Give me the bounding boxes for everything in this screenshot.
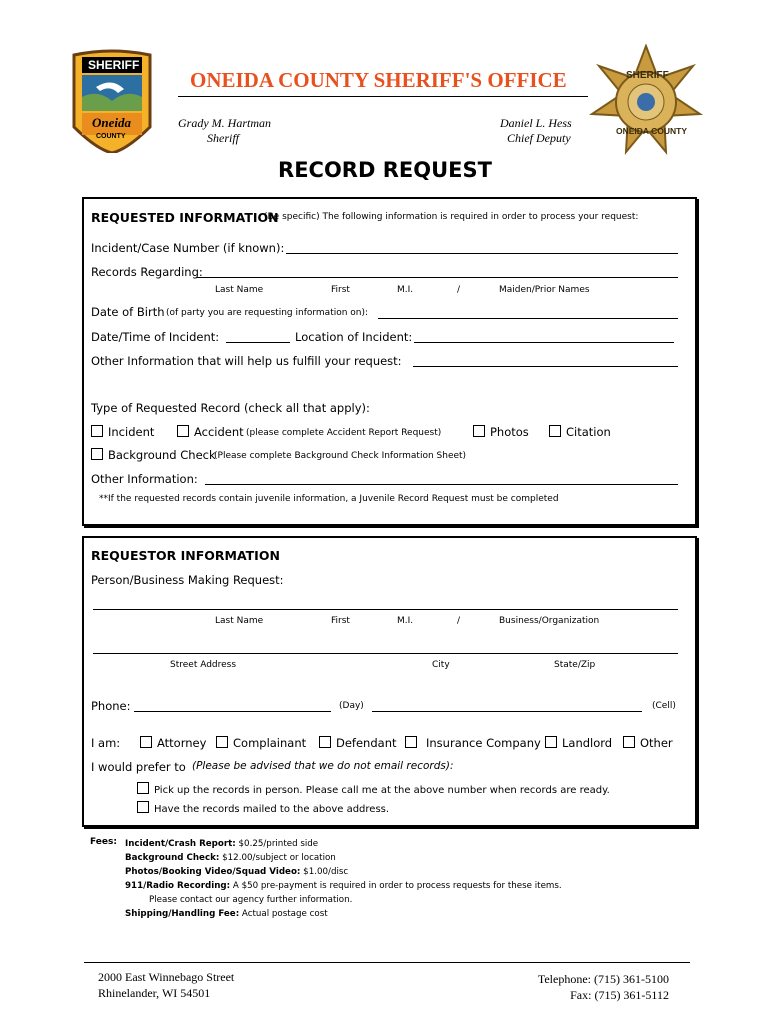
datetime-label: Date/Time of Incident: xyxy=(91,330,220,344)
location-label: Location of Incident: xyxy=(295,330,413,344)
sheriff-star-badge xyxy=(588,44,704,156)
records-regarding-field[interactable] xyxy=(197,277,678,278)
opt-photos[interactable] xyxy=(473,425,529,439)
defendant-checkbox[interactable] xyxy=(319,736,331,748)
opt-defendant[interactable] xyxy=(319,736,397,750)
req-col-first: First xyxy=(331,616,350,626)
opt-insurance-label: Insurance Company xyxy=(426,736,541,750)
incident-checkbox[interactable] xyxy=(91,425,103,437)
office-title: ONEIDA COUNTY SHERIFF'S OFFICE xyxy=(190,68,567,92)
opt-other[interactable] xyxy=(623,736,673,750)
opt-pickup-label: Pick up the records in person. Please call me at the above number when records are ready. xyxy=(154,785,610,796)
type-heading: Type of Requested Record (check all that apply): xyxy=(91,401,370,415)
footer-address-2: Rhinelander, WI 54501 xyxy=(98,986,211,1000)
sheriff-patch-logo xyxy=(68,49,156,153)
cell-phone-field[interactable] xyxy=(372,711,642,712)
dob-field[interactable] xyxy=(378,318,678,319)
req-col-mi: M.I. xyxy=(397,616,414,626)
deputy-name: Daniel L. Hess xyxy=(500,116,572,130)
col-mi: M.I. xyxy=(397,285,414,295)
opt-citation[interactable] xyxy=(549,425,611,439)
star-text-top: SHERIFF xyxy=(626,70,669,81)
prefer-note: (Please be advised that we do not email records): xyxy=(192,760,454,772)
footer-telephone: Telephone: (715) 361-5100 xyxy=(537,972,669,986)
col-last-name: Last Name xyxy=(215,285,264,295)
opt-photos-label: Photos xyxy=(490,425,529,439)
fee-value: $1.00/disc xyxy=(300,867,349,877)
opt-mailed-label: Have the records mailed to the above address. xyxy=(154,804,390,815)
pickup-checkbox[interactable] xyxy=(137,782,149,794)
header-rule xyxy=(178,96,588,97)
location-field[interactable] xyxy=(414,342,674,343)
opt-complainant[interactable] xyxy=(216,736,306,750)
req-col-state: State/Zip xyxy=(554,660,596,670)
fee-name: Shipping/Handling Fee: xyxy=(125,909,240,919)
fee-item xyxy=(125,865,562,879)
person-label: Person/Business Making Request: xyxy=(91,573,284,587)
opt-background[interactable] xyxy=(91,448,216,462)
opt-insurance[interactable] xyxy=(405,736,541,750)
footer-fax: Fax: (715) 361-5112 xyxy=(570,988,669,1002)
opt-pickup[interactable] xyxy=(137,782,610,796)
requested-heading-note: (Be specific) The following information is required in order to process your request: xyxy=(264,212,639,222)
col-first: First xyxy=(331,285,350,295)
opt-citation-label: Citation xyxy=(566,425,611,439)
req-col-last-name: Last Name xyxy=(215,616,264,626)
opt-accident[interactable] xyxy=(177,425,244,439)
opt-landlord[interactable] xyxy=(545,736,612,750)
opt-attorney-label: Attorney xyxy=(157,736,207,750)
incident-case-label: Incident/Case Number (if known): xyxy=(91,241,285,255)
footer-address-1: 2000 East Winnebago Street xyxy=(98,970,235,984)
opt-background-note: (Please complete Background Check Information Sheet) xyxy=(214,451,467,461)
landlord-checkbox[interactable] xyxy=(545,736,557,748)
req-col-street: Street Address xyxy=(170,660,237,670)
patch-text-mid: Oneida xyxy=(92,115,131,130)
opt-other-label: Other xyxy=(640,736,673,750)
patch-text-top: SHERIFF xyxy=(88,58,140,72)
other-help-field[interactable] xyxy=(413,366,678,367)
citation-checkbox[interactable] xyxy=(549,425,561,437)
fees-label: Fees: xyxy=(90,837,117,847)
opt-landlord-label: Landlord xyxy=(562,736,613,750)
fee-value: Actual postage cost xyxy=(239,909,328,919)
col-maiden: Maiden/Prior Names xyxy=(499,285,590,295)
star-text-bot: ONEIDA COUNTY xyxy=(616,126,687,136)
phone-label: Phone: xyxy=(91,699,131,713)
opt-accident-label: Accident xyxy=(194,425,244,439)
opt-incident-label: Incident xyxy=(108,425,155,439)
incident-case-field[interactable] xyxy=(286,253,678,254)
opt-attorney[interactable] xyxy=(140,736,206,750)
mailed-checkbox[interactable] xyxy=(137,801,149,813)
other-help-label: Other Information that will help us fulfill your request: xyxy=(91,354,402,368)
opt-incident[interactable] xyxy=(91,425,154,439)
requestor-heading: REQUESTOR INFORMATION xyxy=(91,548,280,563)
sheriff-name: Grady M. Hartman xyxy=(178,116,271,130)
fee-item xyxy=(125,851,562,865)
accident-checkbox[interactable] xyxy=(177,425,189,437)
opt-background-label: Background Check xyxy=(108,448,216,462)
opt-accident-note: (please complete Accident Report Request) xyxy=(246,428,442,438)
sheriff-title: Sheriff xyxy=(207,131,239,145)
req-col-business: Business/Organization xyxy=(499,616,600,626)
day-phone-field[interactable] xyxy=(134,711,331,712)
fee-value: $12.00/subject or location xyxy=(219,853,336,863)
day-label: (Day) xyxy=(339,701,364,711)
fee-name: Incident/Crash Report: xyxy=(125,839,236,849)
opt-complainant-label: Complainant xyxy=(233,736,307,750)
fee-name: 911/Radio Recording: xyxy=(125,881,231,891)
fees-list xyxy=(125,837,562,921)
other-checkbox[interactable] xyxy=(623,736,635,748)
insurance-checkbox[interactable] xyxy=(405,736,417,748)
fee-value: $0.25/printed side xyxy=(235,839,319,849)
other-info-label: Other Information: xyxy=(91,472,198,486)
page-title: RECORD REQUEST xyxy=(278,158,492,182)
records-regarding-label: Records Regarding: xyxy=(91,265,203,279)
dob-label: Date of Birth xyxy=(91,305,165,319)
prefer-label: I would prefer to xyxy=(91,760,186,774)
fee-item xyxy=(125,879,562,893)
patch-text-bot: COUNTY xyxy=(96,133,126,140)
requested-heading: REQUESTED INFORMATION xyxy=(91,210,279,225)
address-field[interactable] xyxy=(93,653,678,654)
fee-item xyxy=(125,907,562,921)
name-business-field[interactable] xyxy=(93,609,678,610)
footer-rule xyxy=(84,962,690,963)
complainant-checkbox[interactable] xyxy=(216,736,228,748)
fee-name: Photos/Booking Video/Squad Video: xyxy=(125,867,301,877)
photos-checkbox[interactable] xyxy=(473,425,485,437)
dob-note: (of party you are requesting information on): xyxy=(166,308,369,318)
fee-contact: Please contact our agency further information. xyxy=(149,895,353,905)
attorney-checkbox[interactable] xyxy=(140,736,152,748)
datetime-field[interactable] xyxy=(226,342,290,343)
deputy-title: Chief Deputy xyxy=(507,131,571,145)
opt-defendant-label: Defendant xyxy=(336,736,397,750)
col-slash: / xyxy=(457,285,461,295)
background-checkbox[interactable] xyxy=(91,448,103,460)
fee-value: A $50 pre-payment is required in order to process requests for these items. xyxy=(230,881,562,891)
iam-label: I am: xyxy=(91,736,121,750)
req-col-city: City xyxy=(432,660,450,670)
req-col-slash: / xyxy=(457,616,461,626)
cell-label: (Cell) xyxy=(652,701,676,711)
fee-item xyxy=(125,837,562,851)
fee-name: Background Check: xyxy=(125,853,220,863)
other-info-field[interactable] xyxy=(205,484,678,485)
opt-mailed[interactable] xyxy=(137,801,389,815)
juvenile-note: **If the requested records contain juvenile information, a Juvenile Record Request must be completed xyxy=(99,494,559,504)
